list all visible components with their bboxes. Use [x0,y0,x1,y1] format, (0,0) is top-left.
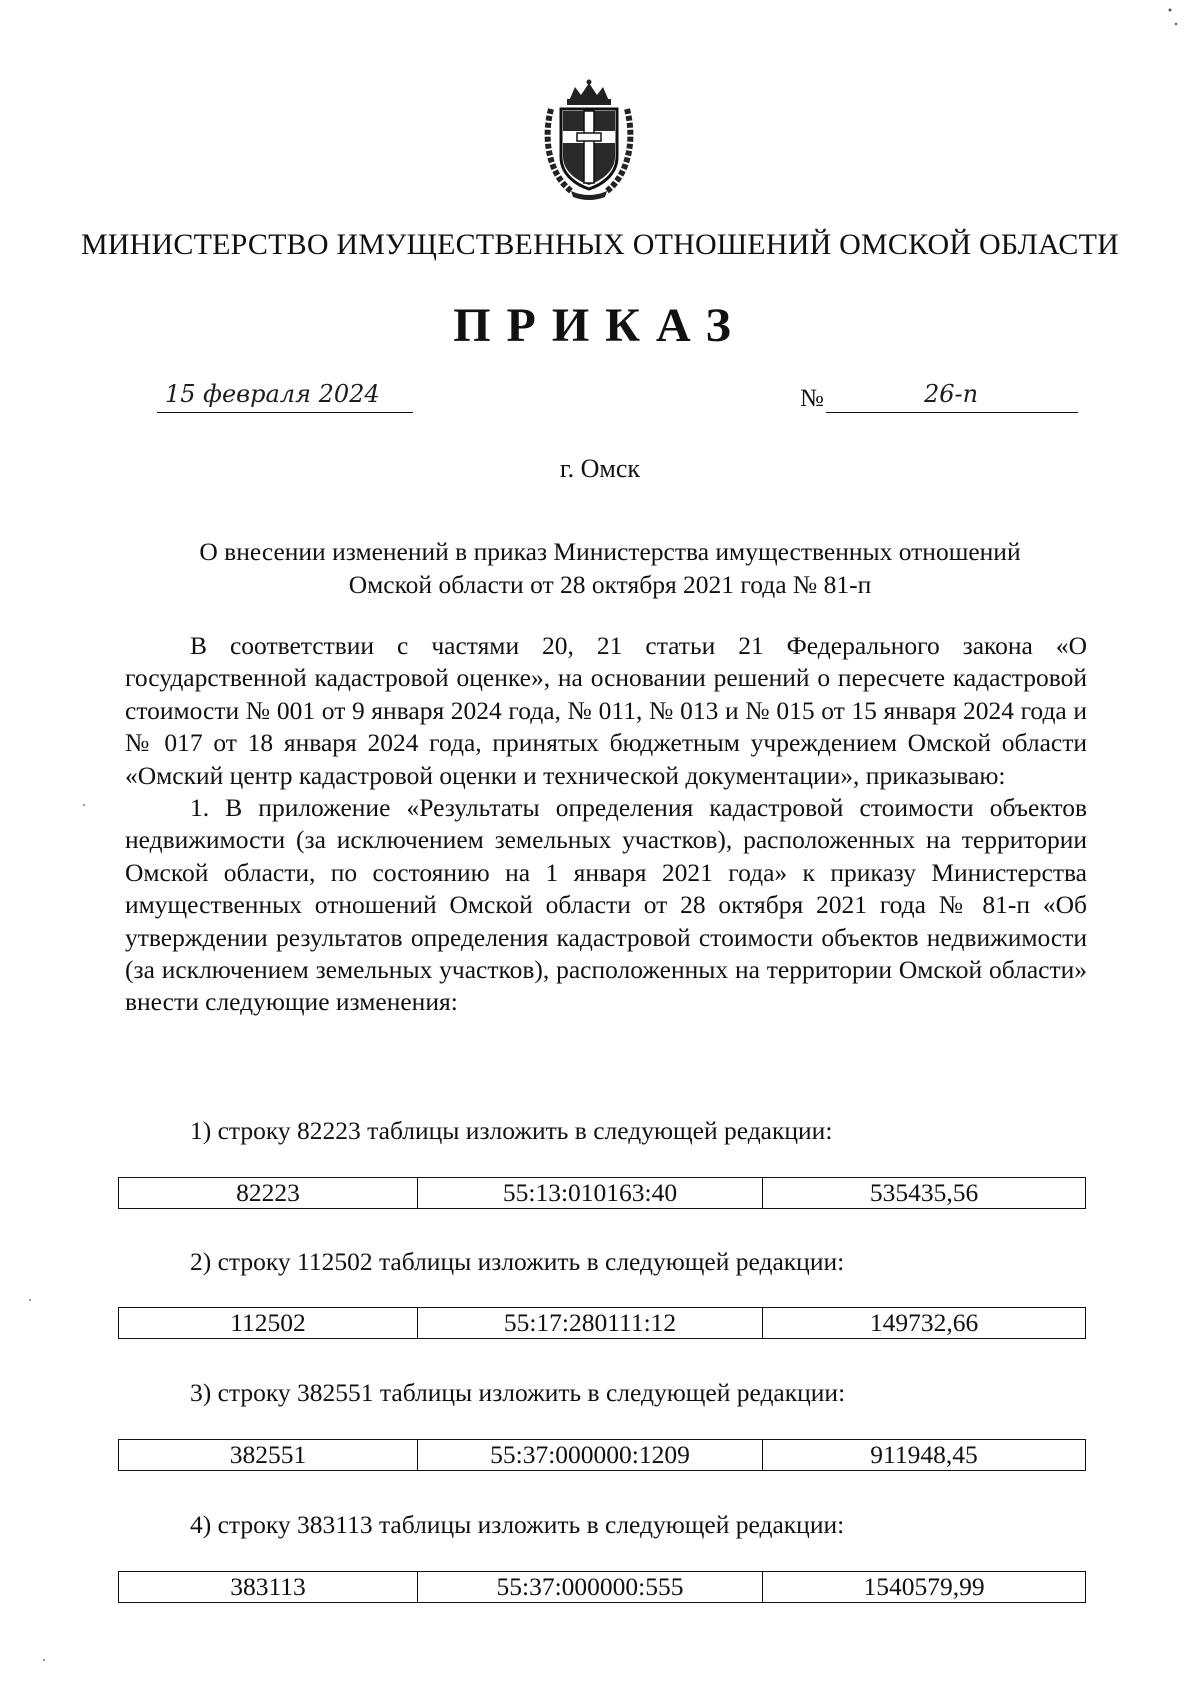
table-cell-cadastral-number: 55:13:010163:40 [418,1178,763,1209]
table-cell-cadastral-value: 535435,56 [763,1178,1086,1209]
body-paragraph-1: В соответствии с частями 20, 21 статьи 21 Федерального закона «О государственной кадастровой оценке», на основании решений о пересчете кадастровой стоимости № 001 от 9 января 2024 года, № 011, № 013 и № 015 от 15 января 2024 года и № 017 от 18 января 2024 года, принятых бюджетным учреждением Омской области «Омский центр кадастровой оценки и технической документации», приказываю: [125,631,1087,790]
city: г. Омск [559,454,641,483]
item-title-4: 4) строку 383113 таблицы изложить в следующей редакции: [190,1510,845,1539]
subject-line-1: О внесении изменений в приказ Министерства имущественных отношений [199,537,1021,566]
handwritten-number: 26-п [924,380,979,408]
table-cell-cadastral-number: 55:37:000000:555 [418,1572,763,1603]
table-cell-cadastral-value: 149732,66 [763,1308,1086,1339]
document-type-title: ПРИКАЗ [453,299,747,352]
table-cell-row-number: 383113 [119,1572,418,1603]
table-cell-cadastral-number: 55:17:280111:12 [418,1308,763,1339]
subject-line-2: Омской области от 28 октября 2021 года № 81-п [348,570,872,599]
table-cell-cadastral-value: 911948,45 [763,1440,1086,1471]
handwritten-date: 15 февраля 2024 [165,380,380,408]
ministry-name: МИНИСТЕРСТВО ИМУЩЕСТВЕННЫХ ОТНОШЕНИЙ ОМСКОЙ ОБЛАСТИ [80,228,1120,261]
table-cell-cadastral-value: 1540579,99 [763,1572,1086,1603]
body-paragraph-2: 1. В приложение «Результаты определения кадастровой стоимости объектов недвижимости (за исключением земельных участков), расположенных на территории Омской области, по состоянию на 1 января 2021 года» к приказу Министерства имущественных отношений Омской области от 28 октября 2021 года № 81-п «Об утверждении результатов определения кадастровой стоимости объектов недвижимости (за исключением земельных участков), расположенных на территории Омской области» внести следующие изменения: [125,793,1087,1017]
table-cell-cadastral-number: 55:37:000000:1209 [418,1440,763,1471]
number-label: № [800,385,824,412]
table-cell-row-number: 82223 [119,1178,418,1209]
table-cell-row-number: 382551 [119,1440,418,1471]
item-title-1: 1) строку 82223 таблицы изложить в следующей редакции: [190,1116,833,1145]
item-title-2: 2) строку 112502 таблицы изложить в следующей редакции: [190,1247,845,1276]
table-cell-row-number: 112502 [119,1308,418,1339]
item-title-3: 3) строку 382551 таблицы изложить в следующей редакции: [190,1378,846,1407]
